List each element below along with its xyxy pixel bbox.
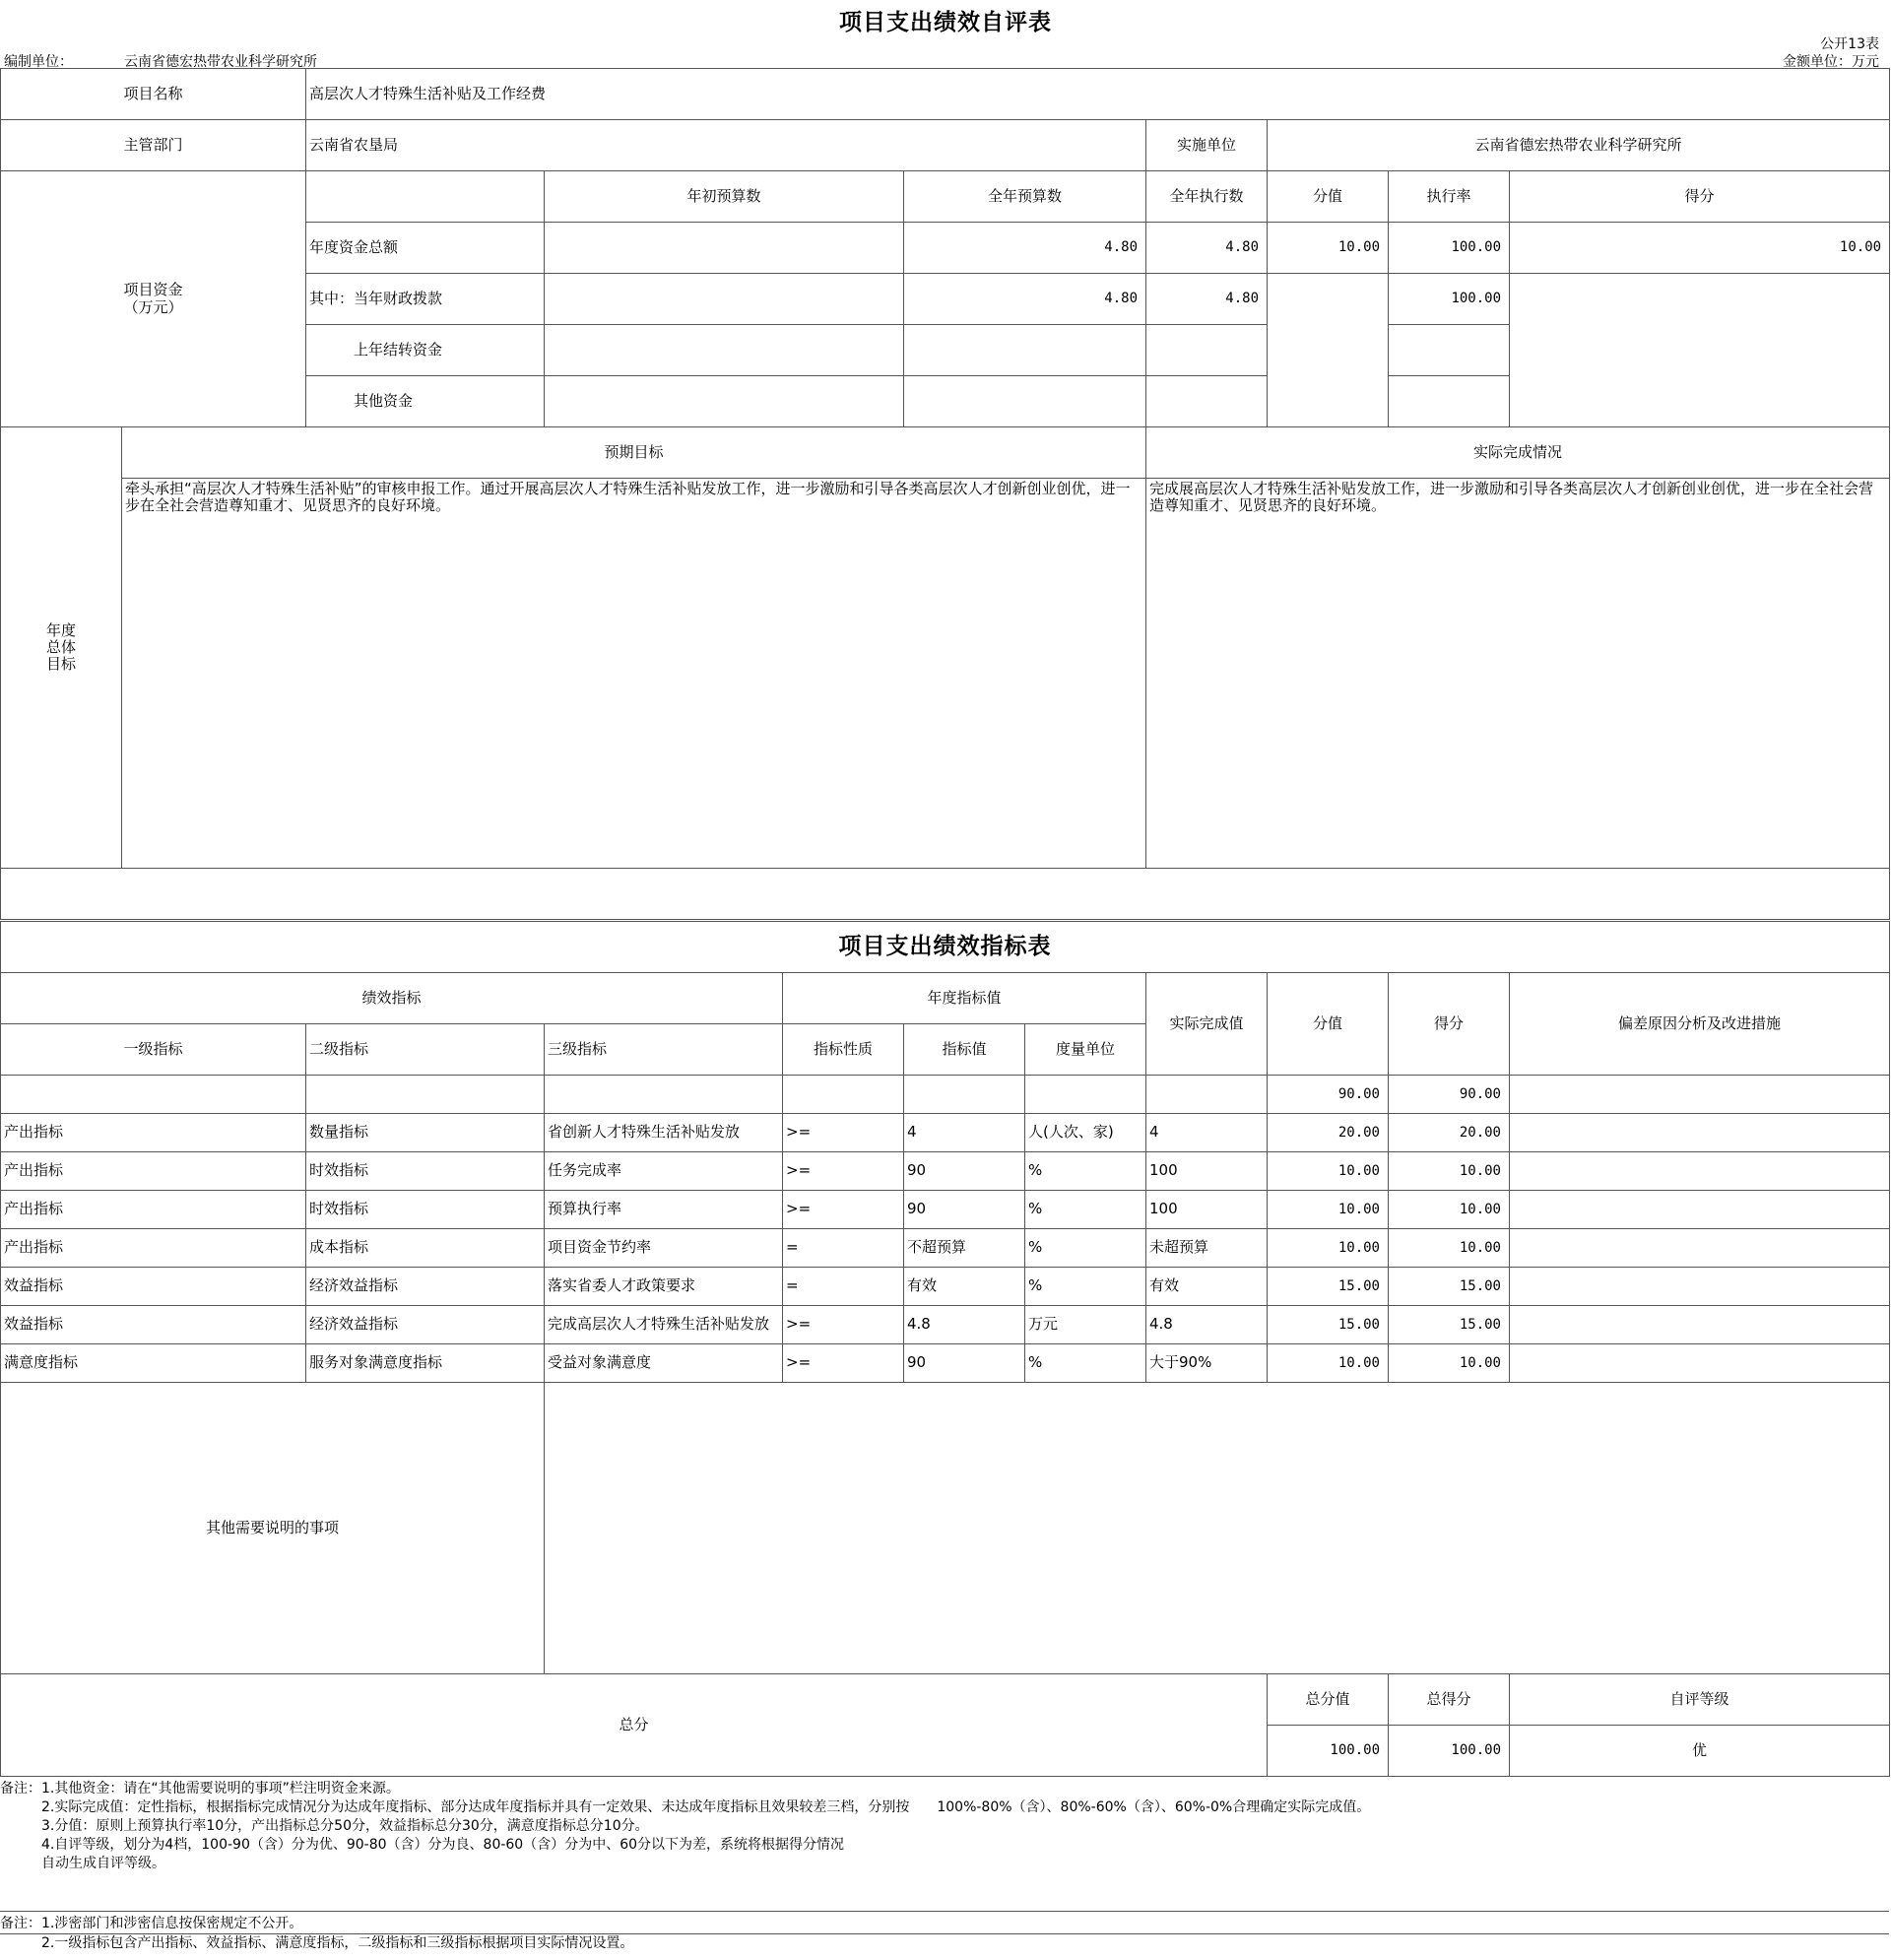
subtotal-blank — [904, 1076, 1025, 1114]
funds-cell-score-value: 10.00 — [1268, 223, 1389, 274]
cell-l1: 效益指标 — [1, 1268, 306, 1306]
cell-l3: 受益对象满意度 — [545, 1344, 783, 1383]
dept-value: 云南省农垦局 — [306, 120, 1146, 171]
total-score-header: 总得分 — [1389, 1674, 1510, 1726]
funds-cell-score-merged — [1510, 274, 1890, 427]
cell-l3: 省创新人才特殊生活补贴发放 — [545, 1114, 783, 1152]
actual-goal-header: 实际完成情况 — [1146, 427, 1890, 479]
impl-value: 云南省德宏热带农业科学研究所 — [1268, 120, 1890, 171]
year-group-header: 年度指标值 — [783, 973, 1146, 1024]
table-row — [1, 1344, 1890, 1383]
subtotal-score: 90.00 — [1389, 1076, 1510, 1114]
expected-goal-header: 预期目标 — [122, 427, 1146, 479]
cell-value: 4 — [904, 1114, 1025, 1152]
funds-cell-full — [904, 325, 1146, 376]
funds-cell-full: 4.80 — [904, 274, 1146, 325]
cell-score: 15.00 — [1389, 1306, 1510, 1344]
table-row — [1, 1306, 1890, 1344]
cell-value: 90 — [904, 1191, 1025, 1229]
funds-header-score-value: 分值 — [1268, 171, 1389, 223]
cell-analysis — [1510, 1268, 1890, 1306]
funds-cell-exec: 4.80 — [1146, 274, 1268, 325]
note-line: 备注：1.其他资金：请在“其他需要说明的事项”栏注明资金来源。 — [0, 1781, 400, 1797]
cell-actual: 100 — [1146, 1152, 1268, 1191]
cell-actual: 100 — [1146, 1191, 1268, 1229]
funds-cell-initial — [545, 223, 904, 274]
table-row — [1, 1191, 1890, 1229]
cell-l1: 产出指标 — [1, 1191, 306, 1229]
funds-cell-score-value-merged — [1268, 274, 1389, 427]
funds-cell-rate: 100.00 — [1389, 223, 1510, 274]
subtotal-blank — [1025, 1076, 1146, 1114]
note-line: 备注：1.涉密部门和涉密信息按保密规定不公开。 — [0, 1916, 303, 1931]
value-header: 指标值 — [904, 1024, 1025, 1076]
divider — [0, 1911, 1889, 1912]
cell-analysis — [1510, 1229, 1890, 1268]
cell-l1: 效益指标 — [1, 1306, 306, 1344]
funds-header-blank — [306, 171, 545, 223]
subtotal-blank — [545, 1076, 783, 1114]
cell-actual: 4.8 — [1146, 1306, 1268, 1344]
cell-nature: >= — [783, 1306, 904, 1344]
cell-score-value: 15.00 — [1268, 1306, 1389, 1344]
cell-l3: 落实省委人才政策要求 — [545, 1268, 783, 1306]
funds-cell-exec — [1146, 376, 1268, 427]
funds-row-label: 年度资金总额 — [306, 223, 545, 274]
amount-unit: 金额单位：万元 — [1783, 54, 1879, 70]
cell-nature: = — [783, 1268, 904, 1306]
funds-cell-rate: 100.00 — [1389, 274, 1510, 325]
cell-l3: 任务完成率 — [545, 1152, 783, 1191]
cell-score: 10.00 — [1389, 1229, 1510, 1268]
cell-nature: >= — [783, 1152, 904, 1191]
funds-header-rate: 执行率 — [1389, 171, 1510, 223]
indicator-table — [0, 921, 1890, 1777]
cell-analysis — [1510, 1114, 1890, 1152]
funds-cell-full — [904, 376, 1146, 427]
project-name-label: 项目名称 — [1, 69, 306, 120]
cell-value: 4.8 — [904, 1306, 1025, 1344]
indicator-table-title: 项目支出绩效指标表 — [1, 922, 1890, 973]
funds-cell-rate — [1389, 376, 1510, 427]
cell-score: 10.00 — [1389, 1152, 1510, 1191]
cell-value: 有效 — [904, 1268, 1025, 1306]
l2-header: 二级指标 — [306, 1024, 545, 1076]
cell-l1: 满意度指标 — [1, 1344, 306, 1383]
cell-l3: 预算执行率 — [545, 1191, 783, 1229]
cell-analysis — [1510, 1152, 1890, 1191]
cell-score-value: 15.00 — [1268, 1268, 1389, 1306]
total-value-header: 总分值 — [1268, 1674, 1389, 1726]
expected-goal-text: 牵头承担“高层次人才特殊生活补贴”的审核申报工作。通过开展高层次人才特殊生活补贴发放工作，进一步激励和引导各类高层次人才创新创业创优，进一步在全社会营造尊知重才、见贤思齐的良好环境。 — [122, 479, 1146, 869]
cell-score-value: 10.00 — [1268, 1191, 1389, 1229]
cell-score: 15.00 — [1389, 1268, 1510, 1306]
perf-group-header: 绩效指标 — [1, 973, 783, 1024]
funds-row-label: 其中：当年财政拨款 — [306, 274, 545, 325]
funds-header-initial: 年初预算数 — [545, 171, 904, 223]
cell-l2: 服务对象满意度指标 — [306, 1344, 545, 1383]
goals-label: 年度 总体 目标 — [1, 427, 122, 869]
funds-cell-exec: 4.80 — [1146, 223, 1268, 274]
cell-score: 20.00 — [1389, 1114, 1510, 1152]
cell-score-value: 10.00 — [1268, 1229, 1389, 1268]
spacer-row — [1, 869, 1890, 920]
subtotal-blank — [783, 1076, 904, 1114]
impl-label: 实施单位 — [1146, 120, 1268, 171]
subtotal-blank — [306, 1076, 545, 1114]
cell-l2: 时效指标 — [306, 1152, 545, 1191]
nature-header: 指标性质 — [783, 1024, 904, 1076]
cell-l2: 数量指标 — [306, 1114, 545, 1152]
unit-label: 编制单位： — [4, 54, 73, 70]
cell-l3: 项目资金节约率 — [545, 1229, 783, 1268]
self-evaluation-table — [0, 68, 1890, 920]
note-line: 2.一级指标包含产出指标、效益指标、满意度指标，二级指标和三级指标根据项目实际情况设置。 — [0, 1933, 1889, 1953]
note-line: 自动生成自评等级。 — [0, 1856, 165, 1871]
actual-header: 实际完成值 — [1146, 973, 1268, 1076]
grade-header: 自评等级 — [1510, 1674, 1890, 1726]
cell-analysis — [1510, 1191, 1890, 1229]
cell-l1: 产出指标 — [1, 1114, 306, 1152]
cell-unit: % — [1025, 1152, 1146, 1191]
funds-label: 项目资金 （万元） — [1, 171, 306, 427]
note-line: 3.分值：原则上预算执行率10分，产出指标总分50分，效益指标总分30分，满意度指标总分10分。 — [0, 1818, 649, 1834]
funds-header-score: 得分 — [1510, 171, 1890, 223]
funds-cell-score: 10.00 — [1510, 223, 1890, 274]
cell-unit: % — [1025, 1268, 1146, 1306]
score-value-header: 分值 — [1268, 973, 1389, 1076]
cell-value: 不超预算 — [904, 1229, 1025, 1268]
cell-analysis — [1510, 1306, 1890, 1344]
analysis-header: 偏差原因分析及改进措施 — [1510, 973, 1890, 1076]
cell-nature: >= — [783, 1114, 904, 1152]
notes-block-2 — [0, 1915, 1889, 1953]
cell-unit: % — [1025, 1191, 1146, 1229]
l3-header: 三级指标 — [545, 1024, 783, 1076]
cell-l1: 产出指标 — [1, 1229, 306, 1268]
funds-header-full: 全年预算数 — [904, 171, 1146, 223]
cell-unit: % — [1025, 1229, 1146, 1268]
note-line: 2.实际完成值：定性指标，根据指标完成情况分为达成年度指标、部分达成年度指标并具有一定效果、未达成年度指标且效果较差三档，分别按 100%-80%（含）、80%-60%（含）、60%-0%合理确定实际完成值。 — [0, 1799, 1371, 1815]
cell-actual: 未超预算 — [1146, 1229, 1268, 1268]
other-matters-label: 其他需要说明的事项 — [1, 1383, 545, 1674]
cell-unit: % — [1025, 1344, 1146, 1383]
page-title: 项目支出绩效自评表 — [839, 9, 1052, 35]
cell-nature: >= — [783, 1191, 904, 1229]
cell-value: 90 — [904, 1152, 1025, 1191]
cell-actual: 大于90% — [1146, 1344, 1268, 1383]
funds-cell-exec — [1146, 325, 1268, 376]
cell-value: 90 — [904, 1344, 1025, 1383]
cell-actual: 有效 — [1146, 1268, 1268, 1306]
note-line: 4.自评等级，划分为4档，100-90（含）分为优、90-80（含）分为良、80-60（含）分为中、60分以下为差，系统将根据得分情况 — [0, 1837, 845, 1853]
cell-score-value: 10.00 — [1268, 1344, 1389, 1383]
funds-cell-initial — [545, 274, 904, 325]
l1-header: 一级指标 — [1, 1024, 306, 1076]
grade-value: 优 — [1510, 1726, 1890, 1777]
cell-analysis — [1510, 1344, 1890, 1383]
cell-l2: 经济效益指标 — [306, 1306, 545, 1344]
cell-nature: = — [783, 1229, 904, 1268]
cell-unit: 人(人次、家) — [1025, 1114, 1146, 1152]
dept-label: 主管部门 — [1, 120, 306, 171]
funds-cell-rate — [1389, 325, 1510, 376]
table-row — [1, 1152, 1890, 1191]
funds-row-label: 上年结转资金 — [306, 325, 545, 376]
cell-l1: 产出指标 — [1, 1152, 306, 1191]
cell-actual: 4 — [1146, 1114, 1268, 1152]
table-row — [1, 1114, 1890, 1152]
subtotal-blank — [1146, 1076, 1268, 1114]
cell-nature: >= — [783, 1344, 904, 1383]
project-name-value: 高层次人才特殊生活补贴及工作经费 — [306, 69, 1890, 120]
cell-score: 10.00 — [1389, 1191, 1510, 1229]
subtotal-score-value: 90.00 — [1268, 1076, 1389, 1114]
cell-l2: 时效指标 — [306, 1191, 545, 1229]
cell-score-value: 10.00 — [1268, 1152, 1389, 1191]
total-value: 100.00 — [1268, 1726, 1389, 1777]
cell-l3: 完成高层次人才特殊生活补贴发放 — [545, 1306, 783, 1344]
total-score: 100.00 — [1389, 1726, 1510, 1777]
form-code: 公开13表 — [1820, 36, 1879, 52]
funds-cell-initial — [545, 325, 904, 376]
score-header: 得分 — [1389, 973, 1510, 1076]
funds-cell-full: 4.80 — [904, 223, 1146, 274]
cell-score-value: 20.00 — [1268, 1114, 1389, 1152]
actual-goal-text: 完成展高层次人才特殊生活补贴发放工作，进一步激励和引导各类高层次人才创新创业创优，进一步在全社会营造尊知重才、见贤思齐的良好环境。 — [1146, 479, 1890, 869]
cell-l2: 成本指标 — [306, 1229, 545, 1268]
cell-l2: 经济效益指标 — [306, 1268, 545, 1306]
notes-block — [0, 1780, 1889, 1873]
subtotal-blank — [1510, 1076, 1890, 1114]
table-row — [1, 1229, 1890, 1268]
subtotal-blank — [1, 1076, 306, 1114]
funds-header-exec: 全年执行数 — [1146, 171, 1268, 223]
funds-cell-initial — [545, 376, 904, 427]
cell-score: 10.00 — [1389, 1344, 1510, 1383]
cell-unit: 万元 — [1025, 1306, 1146, 1344]
other-matters-value — [545, 1383, 1890, 1674]
unit-header: 度量单位 — [1025, 1024, 1146, 1076]
total-label: 总分 — [1, 1674, 1268, 1777]
unit-name: 云南省德宏热带农业科学研究所 — [124, 54, 317, 70]
table-row — [1, 1268, 1890, 1306]
funds-row-label: 其他资金 — [306, 376, 545, 427]
